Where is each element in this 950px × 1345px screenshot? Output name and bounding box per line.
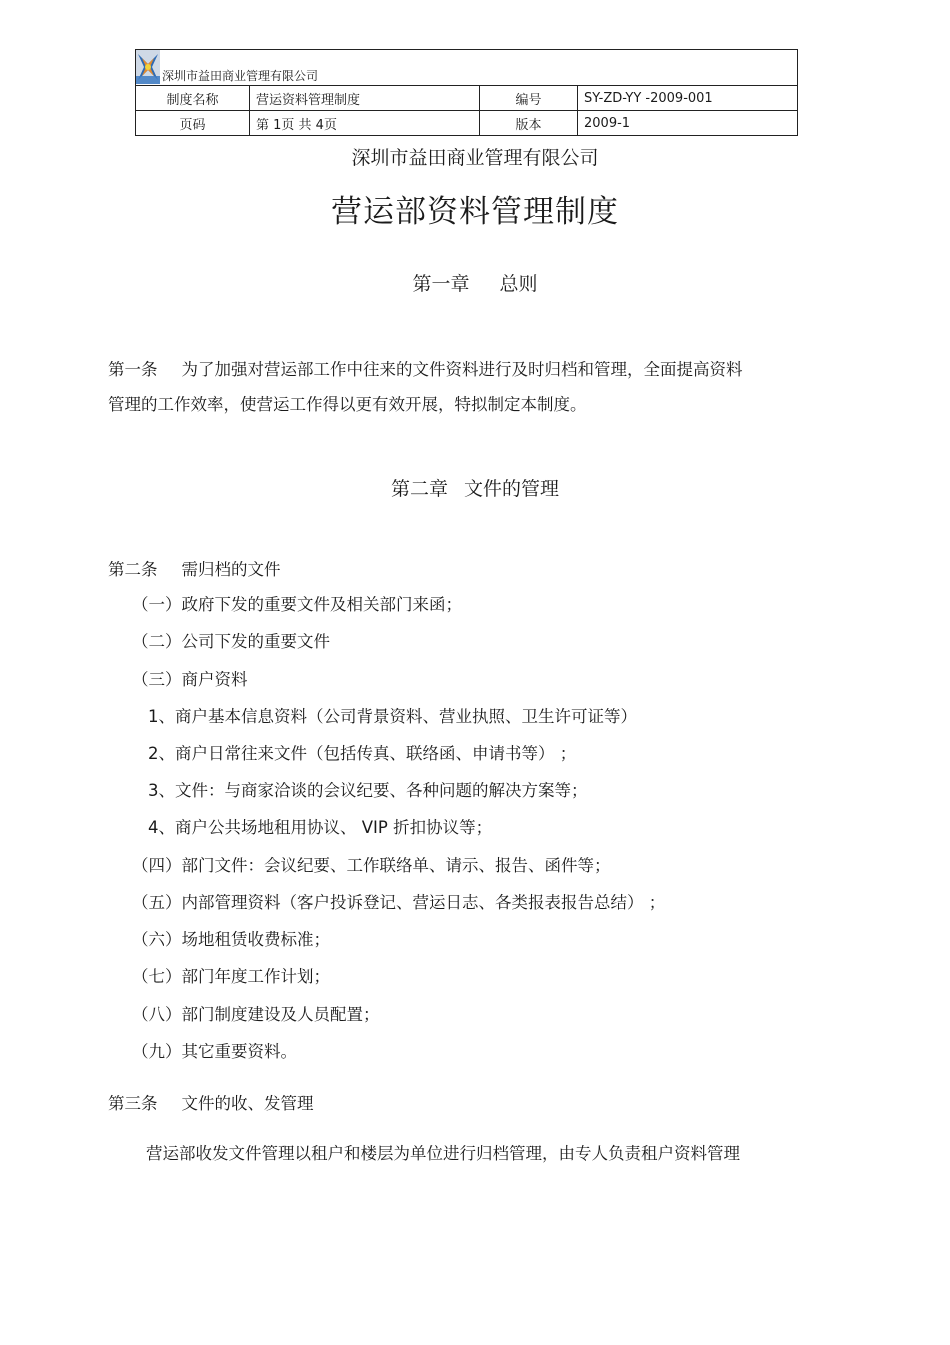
company-logo-icon <box>136 50 160 84</box>
article-2-title: 需归档的文件 <box>181 560 281 579</box>
regime-name-label: 制度名称 <box>136 86 250 111</box>
list-item: （五）内部管理资料（客户投诉登记、营运日志、各类报表报告总结） ； <box>132 893 666 912</box>
list-subitem: 1、商户基本信息资料（公司背景资料、营业执照、卫生许可证等） <box>148 707 637 726</box>
list-item: （二）公司下发的重要文件 <box>132 632 330 651</box>
article-1-line-2: 管理的工作效率，使营运工作得以更有效开展，特拟制定本制度。 <box>108 395 587 414</box>
article-3-heading <box>108 1090 314 1114</box>
document-title: 营运部资料管理制度 <box>331 194 619 230</box>
chapter-1-number: 第一章 <box>412 273 470 295</box>
regime-name-value: 营运资料管理制度 <box>250 86 480 111</box>
list-item: （八）部门制度建设及人员配置； <box>132 1005 380 1024</box>
chapter-2-number: 第二章 <box>390 478 448 500</box>
article-3-text: 营运部收发文件管理以租户和楼层为单位进行归档管理，由专人负责租户资料管理 <box>146 1144 740 1163</box>
article-1-line-1 <box>108 356 743 380</box>
list-subitem: 4、商户公共场地租用协议、 VIP 折扣协议等； <box>148 818 493 837</box>
document-header-table <box>135 49 798 136</box>
list-item: （六）场地租赁收费标准； <box>132 930 330 949</box>
article-1-number: 第一条 <box>108 360 158 379</box>
article-2-number: 第二条 <box>108 560 158 579</box>
page-label: 页码 <box>136 111 250 136</box>
list-subitem: 3、文件：与商家洽谈的会议纪要、各种问题的解决方案等； <box>148 781 588 800</box>
list-item: （三）商户资料 <box>132 670 248 689</box>
chapter-2-title: 文件的管理 <box>464 478 560 500</box>
version-value: 2009-1 <box>578 111 798 136</box>
article-3-title: 文件的收、发管理 <box>181 1094 314 1113</box>
document-company-name: 深圳市益田商业管理有限公司 <box>351 147 599 169</box>
header-company-cell <box>136 50 798 86</box>
list-subitem: 2、商户日常往来文件（包括传真、联络函、申请书等） ； <box>148 744 577 763</box>
article-1-text-1: 为了加强对营运部工作中往来的文件资料进行及时归档和管理，全面提高资料 <box>181 360 743 379</box>
article-3-number: 第三条 <box>108 1094 158 1113</box>
version-label: 版本 <box>480 111 578 136</box>
page-value: 第 1页 共 4页 <box>250 111 480 136</box>
chapter-1-title: 总则 <box>499 273 538 295</box>
header-company-name: 深圳市益田商业管理有限公司 <box>162 69 319 83</box>
list-item: （七）部门年度工作计划； <box>132 967 330 986</box>
chapter-2-heading <box>0 474 950 501</box>
article-2-heading <box>108 556 281 580</box>
list-item: （九）其它重要资料。 <box>132 1042 297 1061</box>
list-item: （四）部门文件：会议纪要、工作联络单、请示、报告、函件等； <box>132 856 611 875</box>
list-item: （一）政府下发的重要文件及相关部门来函； <box>132 595 462 614</box>
chapter-1-heading <box>0 269 950 296</box>
number-value: SY-ZD-YY -2009-001 <box>578 86 798 111</box>
number-label: 编号 <box>480 86 578 111</box>
